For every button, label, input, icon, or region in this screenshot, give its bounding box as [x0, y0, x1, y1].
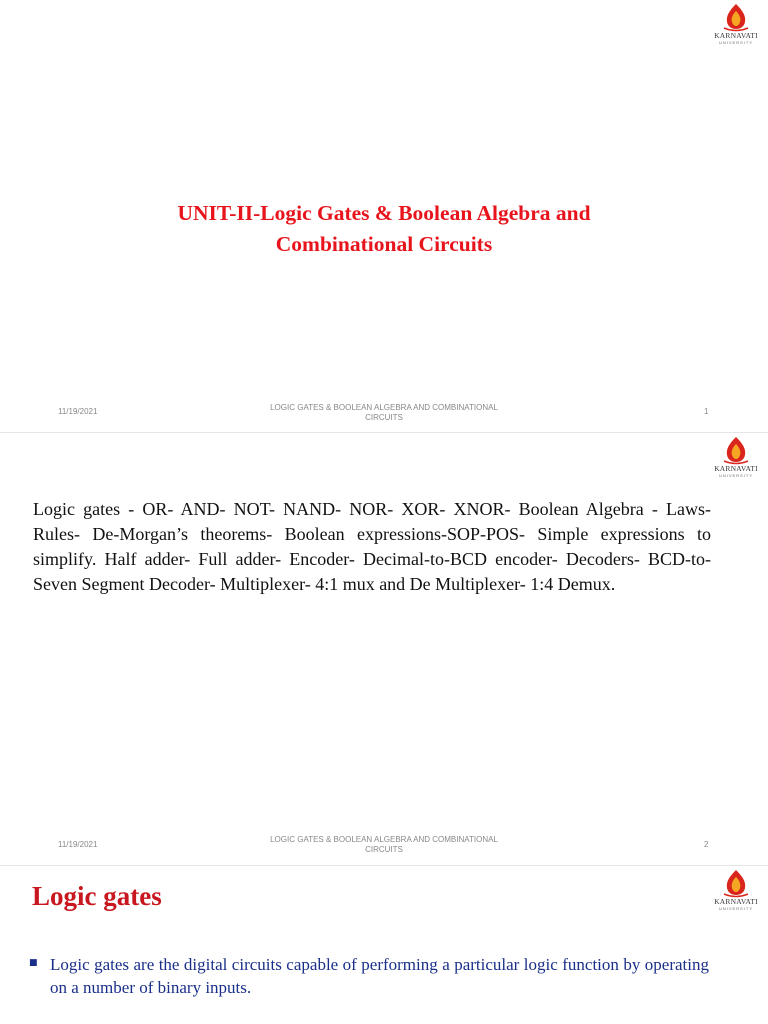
footer-title	[234, 835, 534, 855]
flame-emblem-icon	[710, 868, 762, 898]
slide-1	[0, 0, 768, 433]
flame-emblem-icon	[710, 2, 762, 32]
university-logo	[710, 435, 762, 481]
slide-title-line-1: UNIT-II-Logic Gates & Boolean Algebra and	[177, 201, 591, 225]
flame-emblem-icon	[710, 435, 762, 465]
slide-2	[0, 433, 768, 866]
logo-name: KARNAVATI	[714, 897, 758, 906]
bullet-text: Logic gates are the digital circuits capable of performing a particular logic function by operating on a number of binary inputs.	[50, 955, 709, 997]
slide-title	[60, 198, 708, 260]
university-logo	[710, 868, 762, 914]
list-item	[29, 953, 709, 999]
square-bullet-icon: ■	[29, 958, 38, 968]
footer-page-number: 1	[704, 407, 709, 416]
footer-title-line-1: LOGIC GATES & BOOLEAN ALGEBRA AND COMBINATIONAL	[270, 403, 498, 412]
footer-title-line-2: CIRCUITS	[365, 845, 403, 854]
footer-title-line-2: CIRCUITS	[365, 413, 403, 422]
logo-subtitle: UNIVERSITY	[718, 40, 753, 45]
slide-title-line-2: Combinational Circuits	[275, 232, 493, 256]
footer-date: 11/19/2021	[58, 840, 98, 849]
university-logo	[710, 2, 762, 48]
section-title: Logic gates	[32, 881, 162, 911]
footer-title	[234, 403, 534, 423]
footer-date: 11/19/2021	[58, 407, 98, 416]
logo-subtitle: UNIVERSITY	[718, 906, 753, 911]
logo-name: KARNAVATI	[714, 464, 758, 473]
logo-subtitle: UNIVERSITY	[718, 473, 753, 478]
footer-page-number: 2	[704, 840, 709, 849]
logo-name: KARNAVATI	[714, 31, 758, 40]
slide-3	[0, 866, 768, 1024]
footer-title-line-1: LOGIC GATES & BOOLEAN ALGEBRA AND COMBINATIONAL	[270, 835, 498, 844]
syllabus-text: Logic gates - OR- AND- NOT- NAND- NOR- XOR- XNOR- Boolean Algebra - Laws- Rules- De-Morgan’s theorems- Boolean expressions-SOP-POS- Simple expressions to simplify. Half adder- Full adder- Encoder- Decimal-to-BCD encoder- Decoders- BCD-to-Seven Segment Decoder- Multiplexer- 4:1 mux and De Multiplexer- 1:4 Demux.	[33, 499, 711, 594]
